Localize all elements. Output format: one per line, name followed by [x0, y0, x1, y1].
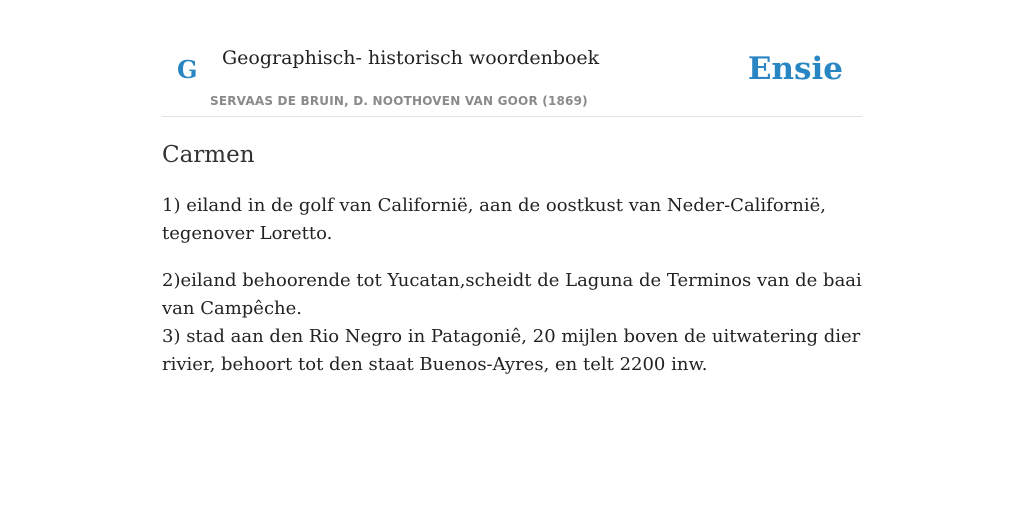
- entry-paragraph-3: 3) stad aan den Rio Negro in Patagoniê, 20 mijlen boven de uitwatering dier rivier, behoort tot den staat Buenos-Ayres, en telt 2200 inw.: [162, 326, 861, 375]
- book-header: [162, 0, 862, 117]
- content-container: [162, 0, 862, 375]
- entry-title: Carmen: [162, 142, 255, 168]
- entry-paragraph-1: 1) eiland in de golf van Californië, aan de oostkust van Neder-Californië, tegenover Loretto.: [162, 195, 827, 244]
- book-title[interactable]: Geographisch- historisch woordenboek: [222, 47, 600, 69]
- ensie-brand-logo[interactable]: Ensie: [747, 51, 843, 87]
- entry-body: [162, 192, 862, 379]
- entry-paragraph-2: 2)eiland behoorende tot Yucatan,scheidt de Laguna de Terminos van de baai van Campêche.: [162, 270, 862, 319]
- book-authors: SERVAAS DE BRUIN, D. NOOTHOVEN VAN GOOR (1869): [210, 94, 588, 108]
- book-logo-link[interactable]: G: [177, 55, 198, 84]
